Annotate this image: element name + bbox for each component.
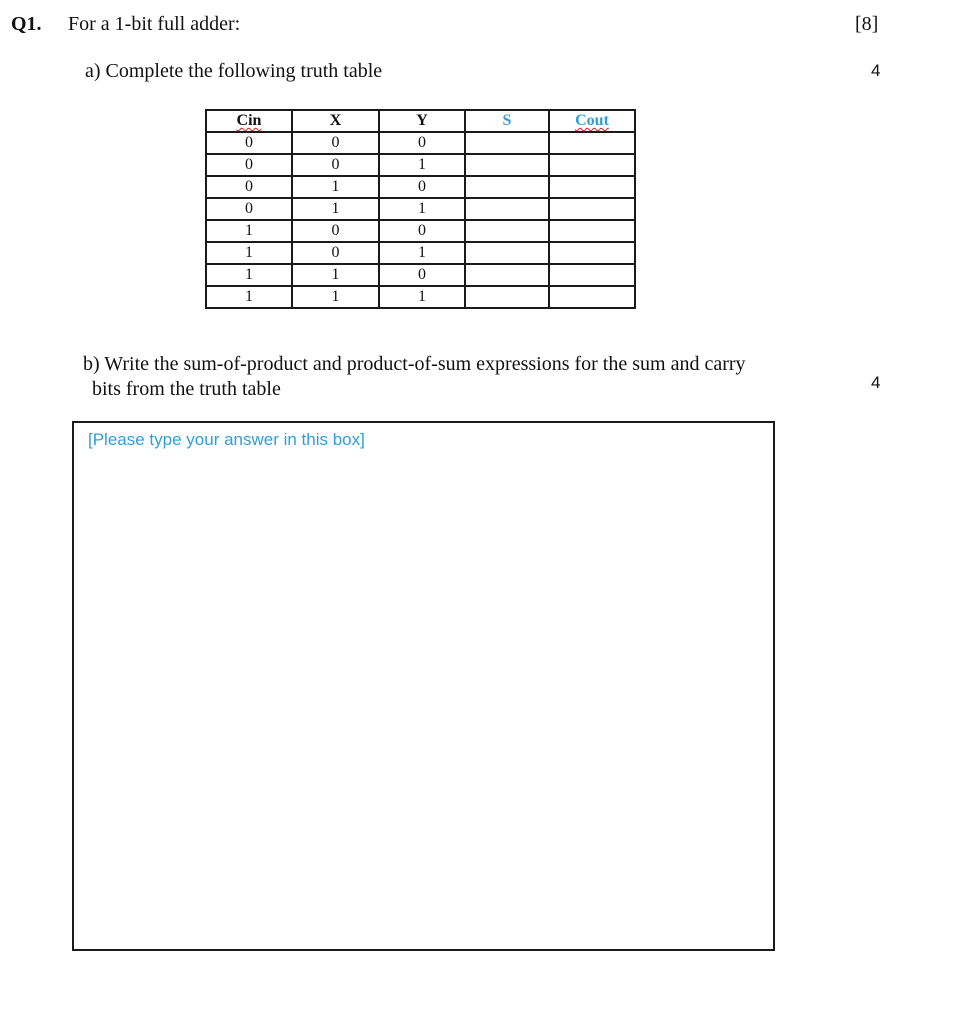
answer-box[interactable] bbox=[72, 421, 775, 951]
cell-cout[interactable] bbox=[549, 242, 635, 264]
cell-cin: 0 bbox=[206, 132, 292, 154]
table-row bbox=[206, 242, 635, 264]
cell-cout[interactable] bbox=[549, 198, 635, 220]
cell-cin: 1 bbox=[206, 220, 292, 242]
cell-y: 1 bbox=[379, 198, 465, 220]
cell-cin: 0 bbox=[206, 198, 292, 220]
table-row bbox=[206, 264, 635, 286]
cell-cin: 0 bbox=[206, 154, 292, 176]
cell-cout[interactable] bbox=[549, 154, 635, 176]
cell-cin: 0 bbox=[206, 176, 292, 198]
header-x: X bbox=[292, 110, 379, 132]
truth-table-header-row bbox=[206, 110, 635, 132]
cell-s[interactable] bbox=[465, 264, 549, 286]
part-b-text-line1: b) Write the sum-of-product and product-of-sum expressions for the sum and carry bbox=[83, 353, 746, 375]
cell-s[interactable] bbox=[465, 198, 549, 220]
question-number: Q1. bbox=[11, 13, 42, 35]
header-cout-label: Cout bbox=[575, 112, 609, 129]
cell-y: 1 bbox=[379, 242, 465, 264]
cell-y: 0 bbox=[379, 176, 465, 198]
cell-y: 0 bbox=[379, 132, 465, 154]
header-s: S bbox=[465, 110, 549, 132]
cell-cout[interactable] bbox=[549, 264, 635, 286]
cell-x: 1 bbox=[292, 264, 379, 286]
cell-cout[interactable] bbox=[549, 286, 635, 308]
table-row bbox=[206, 220, 635, 242]
cell-x: 1 bbox=[292, 286, 379, 308]
header-cin bbox=[206, 110, 292, 132]
table-row bbox=[206, 286, 635, 308]
cell-y: 0 bbox=[379, 220, 465, 242]
cell-x: 0 bbox=[292, 154, 379, 176]
header-cout bbox=[549, 110, 635, 132]
header-cin-label: Cin bbox=[236, 112, 262, 129]
header-y: Y bbox=[379, 110, 465, 132]
question-text: For a 1-bit full adder: bbox=[68, 13, 241, 35]
cell-x: 0 bbox=[292, 242, 379, 264]
cell-cout[interactable] bbox=[549, 220, 635, 242]
table-row bbox=[206, 198, 635, 220]
cell-cin: 1 bbox=[206, 264, 292, 286]
cell-cout[interactable] bbox=[549, 132, 635, 154]
cell-x: 0 bbox=[292, 220, 379, 242]
part-a-text: a) Complete the following truth table bbox=[85, 60, 383, 82]
cell-s[interactable] bbox=[465, 132, 549, 154]
cell-x: 0 bbox=[292, 132, 379, 154]
cell-s[interactable] bbox=[465, 286, 549, 308]
question-marks: [8] bbox=[855, 13, 879, 35]
table-row bbox=[206, 154, 635, 176]
cell-s[interactable] bbox=[465, 220, 549, 242]
part-a-marks: 4 bbox=[871, 61, 881, 80]
cell-cin: 1 bbox=[206, 242, 292, 264]
part-b-text-line2: bits from the truth table bbox=[92, 378, 281, 400]
cell-cin: 1 bbox=[206, 286, 292, 308]
cell-x: 1 bbox=[292, 198, 379, 220]
answer-placeholder[interactable]: [Please type your answer in this box] bbox=[88, 430, 365, 449]
cell-y: 1 bbox=[379, 286, 465, 308]
cell-y: 1 bbox=[379, 154, 465, 176]
truth-table bbox=[205, 109, 636, 309]
cell-cout[interactable] bbox=[549, 176, 635, 198]
cell-x: 1 bbox=[292, 176, 379, 198]
table-row bbox=[206, 132, 635, 154]
cell-s[interactable] bbox=[465, 242, 549, 264]
cell-y: 0 bbox=[379, 264, 465, 286]
cell-s[interactable] bbox=[465, 154, 549, 176]
cell-s[interactable] bbox=[465, 176, 549, 198]
table-row bbox=[206, 176, 635, 198]
part-b-marks: 4 bbox=[871, 373, 881, 392]
